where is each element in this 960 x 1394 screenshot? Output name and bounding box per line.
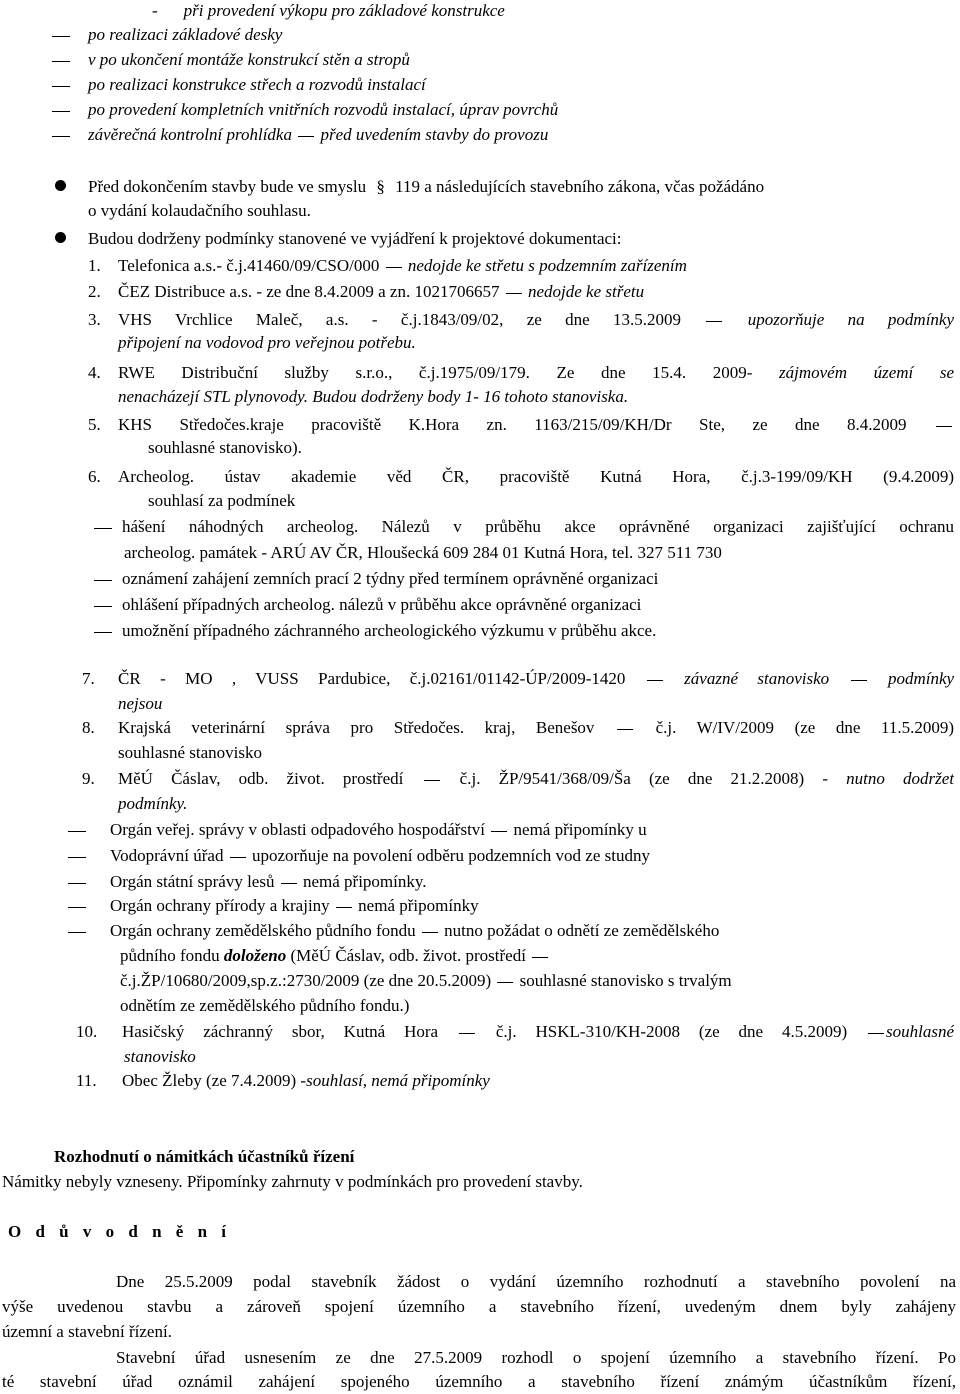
top-item-2: po realizaci základové desky <box>50 24 282 46</box>
cond-6-dash-1: hášení náhodných archeolog. Nálezů v průběhu akce oprávněné organizaci zajišťující ochranu <box>92 516 954 538</box>
cond-6: 6. Archeolog. ústav akademie věd ČR, pracoviště Kutná Hora, č.j.3-199/09/KH (9.4.2009) <box>88 467 954 486</box>
reasoning-p1-line2: výše uvedenou stavbu a zároveň spojení územního a stavebního řízení, uvedeným dnem byly zahájeny <box>2 1297 956 1316</box>
bullet-conditions: Budou dodrženy podmínky stanovené ve vyjádření k projektové dokumentaci: <box>88 229 622 248</box>
organ-zpf: Orgán ochrany zemědělského půdního fondu nutno požádat o odnětí ze zemědělského <box>66 920 719 942</box>
cond-5: 5. KHS Středočes.kraje pracoviště K.Hora zn. 1163/215/09/KH/Dr Ste, ze dne 8.4.2009 <box>88 414 954 436</box>
cond-3-cont: připojení na vodovod pro veřejnou potřebu. <box>118 333 416 352</box>
cond-7: 7. ČR - MO , VUSS Pardubice, č.j.02161/01142-ÚP/2009-1420 závazné stanovisko podmínky <box>82 669 954 688</box>
organ-priroda: Orgán ochrany přírody a krajiny nemá připomínky <box>66 895 479 917</box>
cond-10: 10. Hasičský záchranný sbor, Kutná Hora č.j. HSKL-310/KH-2008 (ze dne 4.5.2009) souhlasné <box>76 1022 954 1041</box>
reasoning-p2-line1: Stavební úřad usnesením ze dne 27.5.2009 rozhodl o spojení územního a stavebního řízení. Po <box>116 1348 956 1367</box>
top-item-3: v po ukončení montáže konstrukcí stěn a stropů <box>50 49 410 71</box>
organ-zpf-cont-2: č.j.ŽP/10680/2009,sp.z.:2730/2009 (ze dne 20.5.2009) souhlasné stanovisko s trvalým <box>120 971 732 990</box>
cond-9: 9. MěÚ Čáslav, odb. život. prostředí č.j. ŽP/9541/368/09/Ša (ze dne 21.2.2008) - nutno dodržet <box>82 769 954 788</box>
cond-6-dash-2: oznámení zahájení zemních prací 2 týdny před termínem oprávněné organizaci <box>92 568 658 590</box>
cond-8-cont: souhlasné stanovisko <box>118 743 263 762</box>
top-item-5: po provedení kompletních vnitřních rozvodů instalací, úprav povrchů <box>50 99 558 121</box>
objections-heading: Rozhodnutí o námitkách účastníků řízení <box>54 1147 355 1166</box>
objections-text: Námitky nebyly vzneseny. Připomínky zahrnuty v podmínkách pro provedení stavby. <box>2 1172 583 1191</box>
organ-vodopravni: Vodoprávní úřad upozorňuje na povolení odběru podzemních vod ze studny <box>66 845 650 867</box>
cond-1: 1. Telefonica a.s.- č.j.41460/09/CSO/000 nedojde ke střetu s podzemním zařízením <box>88 256 687 275</box>
organ-odpady: Orgán veřej. správy v oblasti odpadového hospodářství nemá připomínky u <box>66 819 647 841</box>
organ-zpf-cont-1: půdního fondu doloženo (MěÚ Čáslav, odb. život. prostředí <box>120 945 550 967</box>
cond-11: 11. Obec Žleby (ze 7.4.2009) -souhlasí, nemá připomínky <box>76 1071 490 1090</box>
cond-6-dash-3: ohlášení případných archeolog. nálezů v průběhu akce oprávněné organizaci <box>92 594 641 616</box>
cond-3: 3. VHS Vrchlice Maleč, a.s. - č.j.1843/09/02, ze dne 13.5.2009 upozorňuje na podmínky <box>88 310 954 329</box>
cond-5-cont: souhlasné stanovisko). <box>148 438 302 457</box>
cond-6-dash-1-cont: archeolog. památek - ARÚ AV ČR, Hloušecká 609 284 01 Kutná Hora, tel. 327 511 730 <box>124 543 722 562</box>
cond-10-cont: stanovisko <box>124 1047 196 1066</box>
cond-7-cont: nejsou <box>118 694 163 713</box>
top-item-1: - při provedení výkopu pro základové konstrukce <box>152 1 505 20</box>
bullet-kolaudace: Před dokončením stavby bude ve smyslu § 119 a následujících stavebního zákona, včas požádáno <box>88 177 765 196</box>
cond-6-dash-4: umožnění případného záchranného archeologického výzkumu v průběhu akce. <box>92 620 656 642</box>
cond-2: 2. ČEZ Distribuce a.s. - ze dne 8.4.2009 a zn. 1021706657 nedojde ke střetu <box>88 282 645 301</box>
cond-4-cont: nenacházejí STL plynovody. Budou dodrženy body 1- 16 tohoto stanoviska. <box>118 387 629 406</box>
bullet-kolaudace-cont: o vydání kolaudačního souhlasu. <box>88 201 311 220</box>
cond-4: 4. RWE Distribuční služby s.r.o., č.j.1975/09/179. Ze dne 15.4. 2009- zájmovém území se <box>88 363 954 382</box>
bullet-dot <box>55 232 66 243</box>
cond-8: 8. Krajská veterinární správa pro Středočes. kraj, Benešov č.j. W/IV/2009 (ze dne 11.5.2009) <box>82 718 954 737</box>
cond-6-cont: souhlasí za podmínek <box>148 491 296 510</box>
top-item-6: závěrečná kontrolní prohlídka před uvedením stavby do provozu <box>50 124 548 146</box>
reasoning-heading: O d ů v o d n ě n í <box>8 1222 232 1241</box>
organ-lesy: Orgán státní správy lesů nemá připomínky. <box>66 871 427 893</box>
bullet-dot <box>55 180 66 191</box>
reasoning-p1-line3: územní a stavební řízení. <box>2 1322 172 1341</box>
cond-9-cont: podmínky. <box>118 794 188 813</box>
reasoning-p1-line1: Dne 25.5.2009 podal stavebník žádost o vydání územního rozhodnutí a stavebního povolení na <box>116 1272 956 1291</box>
reasoning-p2-line2: té stavební úřad oznámil zahájení spojeného územního a stavebního řízení známým účastníkům řízení, <box>2 1372 956 1391</box>
organ-zpf-cont-3: odnětím ze zemědělského půdního fondu.) <box>120 996 410 1015</box>
top-item-4: po realizaci konstrukce střech a rozvodů instalací <box>50 74 426 96</box>
